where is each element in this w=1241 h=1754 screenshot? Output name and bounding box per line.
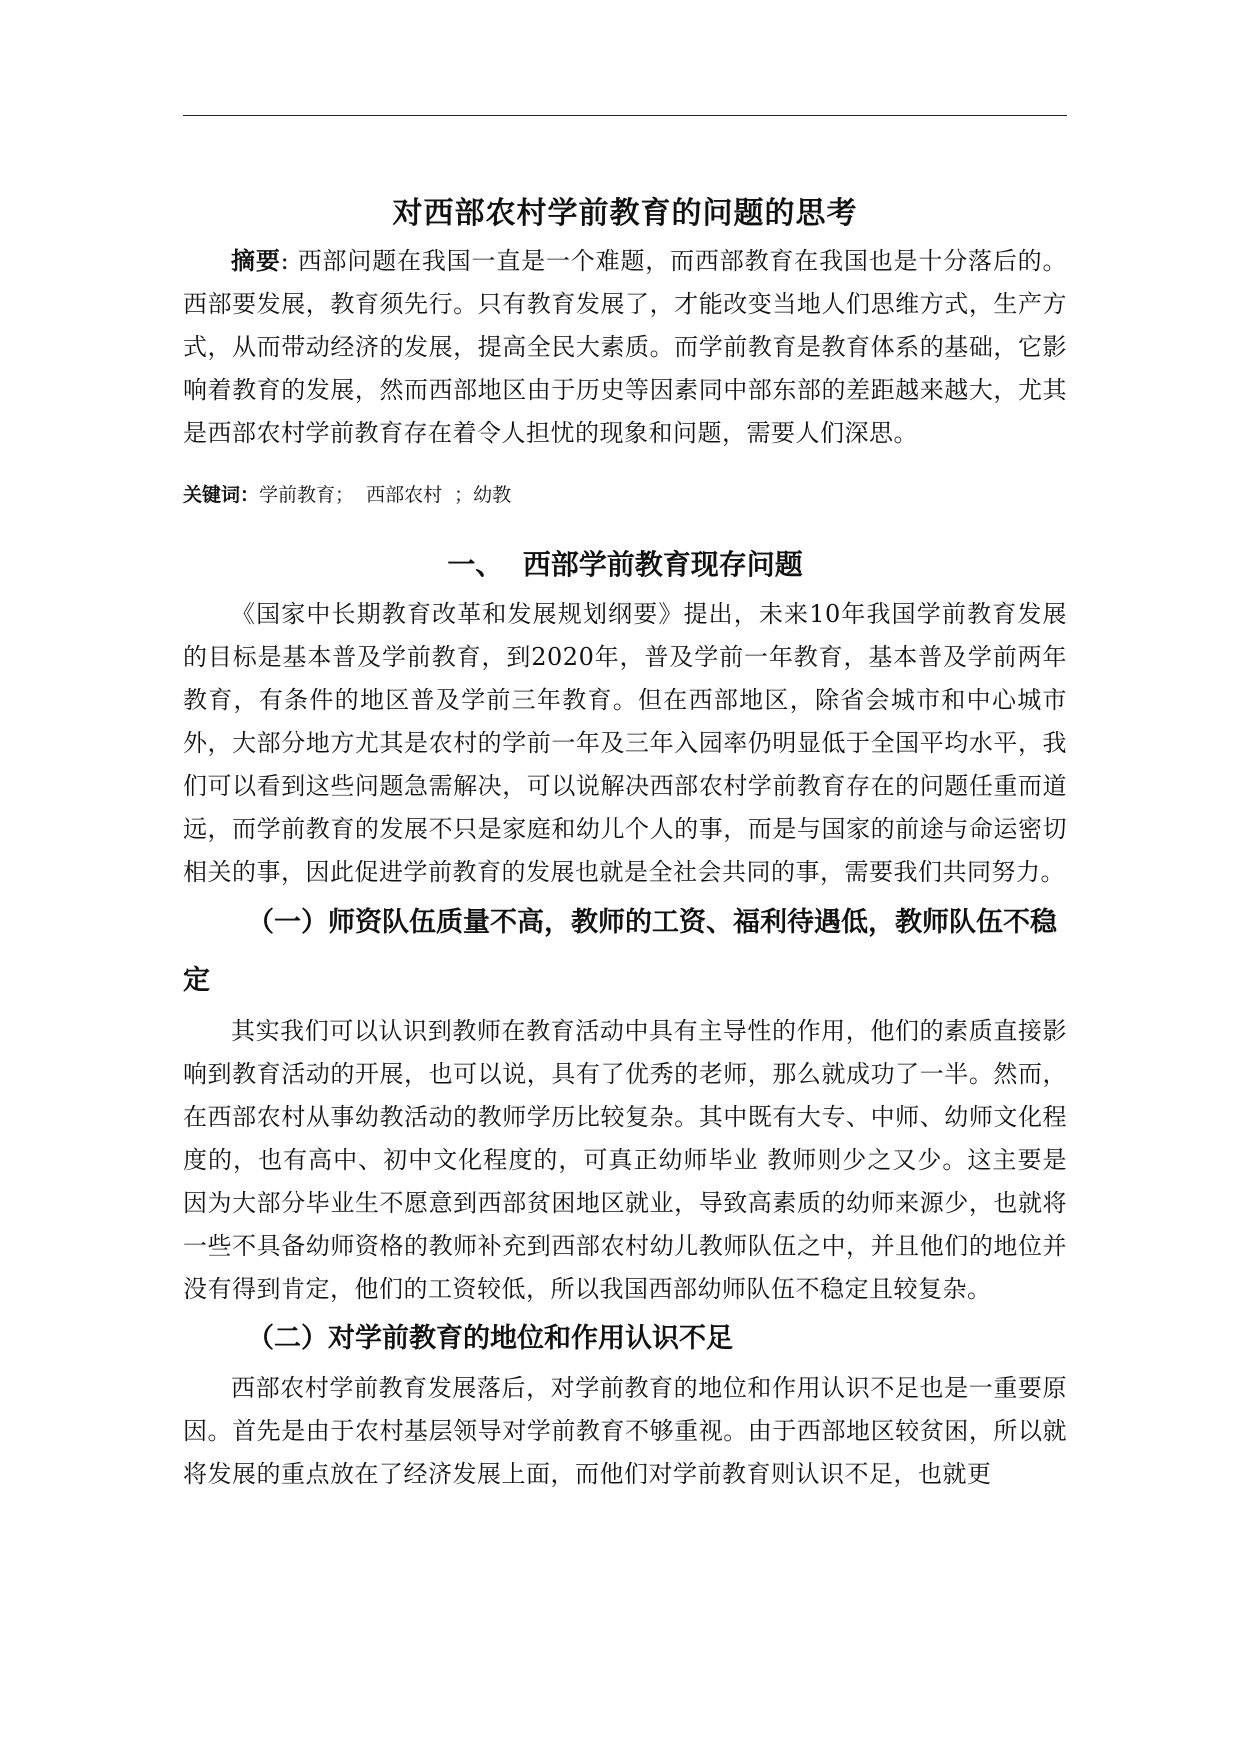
section-intro-paragraph: 《国家中长期教育改革和发展规划纲要》提出，未来10年我国学前教育发展的目标是基本普及学前教育，到2020年，普及学前一年教育，基本普及学前两年教育，有条件的地区普及学前三年教育。但在西部地区，除省会城市和中心城市外，大部分地方尤其是农村的学前一年及三年入园率仍明显低于全国平均水平，我们可以看到这些问题急需解决，可以说解决西部农村学前教育存在的问题任重而道远，而学前教育的发展不只是家庭和幼儿个人的事，而是与国家的前途与命运密切相关的事，因此促进学前教育的发展也就是全社会共同的事，需要我们共同努力。 (183, 600, 1067, 886)
keywords-line (183, 475, 1067, 515)
abstract-label: 摘要 (231, 247, 281, 275)
header-rule (183, 115, 1067, 116)
section-heading: 一、 西部学前教育现存问题 (447, 548, 803, 581)
document-title: 对西部农村学前教育的问题的思考 (392, 196, 858, 231)
subsection-1-heading: （一）师资队伍质量不高，教师的工资、福利待遇低，教师队伍不稳定 (183, 907, 1057, 996)
document-body (183, 188, 1067, 1496)
abstract-paragraph (183, 240, 1067, 455)
abstract-separator: : (280, 247, 290, 275)
subsection-1-paragraph: 其实我们可以认识到教师在教育活动中具有主导性的作用，他们的素质直接影响到教育活动的开展，也可以说，具有了优秀的老师，那么就成功了一半。然而，在西部农村从事幼教活动的教师学历比较复杂。其中既有大专、中师、幼师文化程度的，也有高中、初中文化程度的，可真正幼师毕业 教师则少之又少。这主要是因为大部分毕业生不愿意到西部贫困地区就业，导致高素质的幼师来源少，也就将一些不具备幼师资格的教师补充到西部农村幼儿教师队伍之中，并且他们的地位并没有得到肯定，他们的工资较低，所以我国西部幼师队伍不稳定且较复杂。 (183, 1017, 1067, 1303)
keywords-text: 学前教育； 西部农村 ；幼教 (259, 484, 512, 506)
keywords-label: 关键词： (183, 484, 260, 506)
subsection-2-heading: （二）对学前教育的地位和作用认识不足 (247, 1323, 733, 1354)
subsection-2-paragraph: 西部农村学前教育发展落后，对学前教育的地位和作用认识不足也是一重要原因。首先是由于农村基层领导对学前教育不够重视。由于西部地区较贫困，所以就将发展的重点放在了经济发展上面，而他们对学前教育则认识不足，也就更 (183, 1374, 1067, 1488)
abstract-text: 西部问题在我国一直是一个难题，而西部教育在我国也是十分落后的。西部要发展，教育须先行。只有教育发展了，才能改变当地人们思维方式，生产方式，从而带动经济的发展，提高全民大素质。而学前教育是教育体系的基础，它影响着教育的发展，然而西部地区由于历史等因素同中部东部的差距越来越大，尤其是西部农村学前教育存在着令人担忧的现象和问题，需要人们深思。 (183, 247, 1068, 447)
